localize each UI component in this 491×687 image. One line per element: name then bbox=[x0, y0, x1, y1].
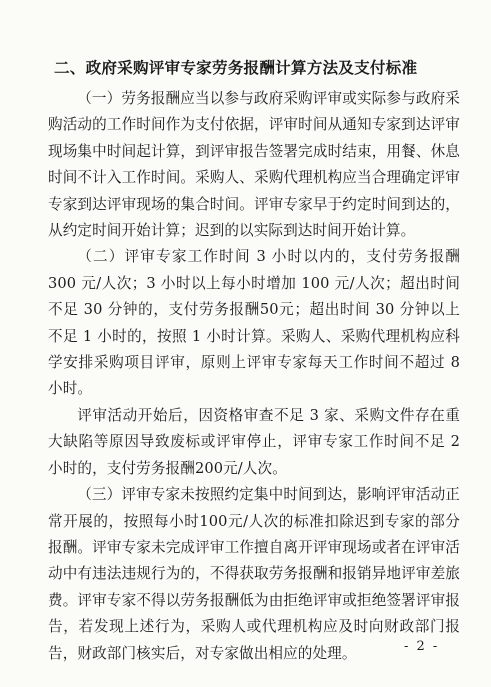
page-number: - 2 - bbox=[404, 639, 440, 654]
document-body bbox=[48, 86, 460, 667]
paragraph-3: 评审活动开始后，因资格审查不足 3 家、采购文件存在重大缺陷等原因导致废标或评审停止，评审专家工作时间不足 2 小时的，支付劳务报酬200元/人次。 bbox=[48, 406, 460, 477]
paragraph-1: （一）劳务报酬应当以参与政府采购评审或实际参与政府采购活动的工作时间作为支付依据，评审时间从通知专家到达评审现场集中时间起计算，到评审报告签署完成时结束，用餐、休息时间不计入工作时间。采购人、采购代理机构应当合理确定评审专家到达评审现场的集合时间。评审专家早于约定时间到达的，从约定时间开始计算；迟到的以实际到达时间开始计算。 bbox=[48, 90, 460, 240]
section-heading: 二、政府采购评审专家劳务报酬计算方法及支付标准 bbox=[54, 59, 418, 77]
paragraph-2: （二）评审专家工作时间 3 小时以内的，支付劳务报酬 300 元/人次；3 小时以上每小时增加 100 元/人次；超出时间不足 30 分钟的，支付劳务报酬50元；超出时间 30 分钟以上不足 1 小时的，按照 1 小时计算。采购人、采购代理机构应科学安排采购项目评审，原则上评审专家每天工作时间不超过 8 小时。 bbox=[48, 248, 460, 398]
paragraph-4: （三）评审专家未按照约定集中时间到达，影响评审活动正常开展的，按照每小时100元/人次的标准扣除迟到专家的部分报酬。评审专家未完成评审工作擅自离开评审现场或者在评审活动中有违法违规行为的，不得获取劳务报酬和报销异地评审差旅费。评审专家不得以劳务报酬低为由拒绝评审或拒绝签署评审报告，若发现上述行为，采购人或代理机构应及时向财政部门报告，财政部门核实后，对专家做出相应的处理。 bbox=[48, 486, 460, 662]
